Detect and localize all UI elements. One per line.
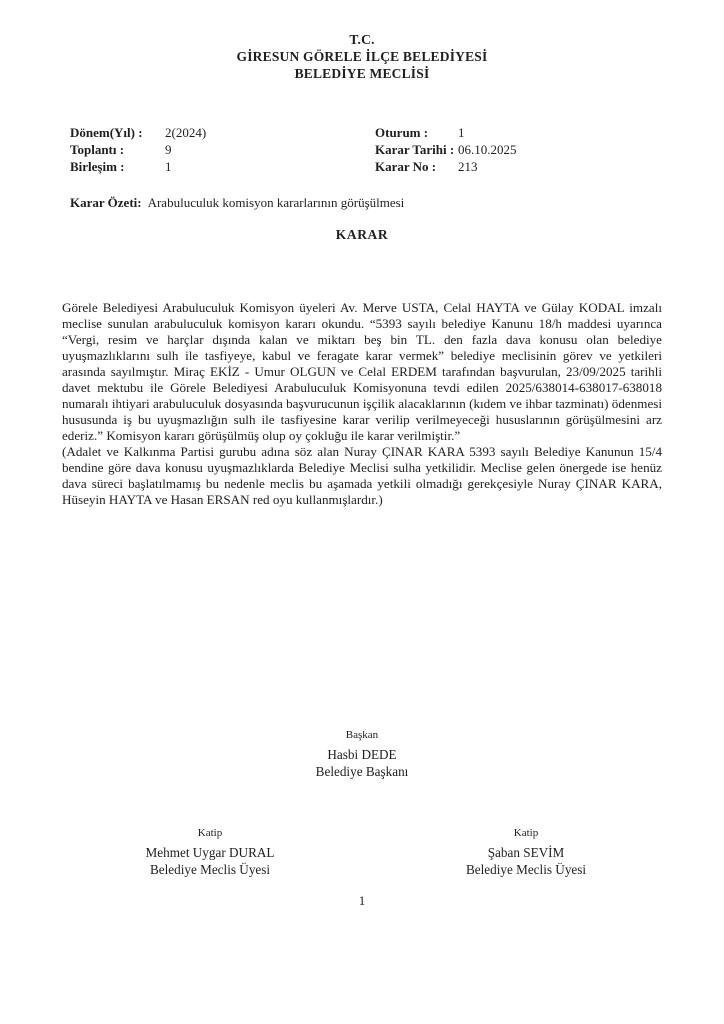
decision-heading: KARAR — [335, 227, 389, 242]
signature-chairman — [0, 727, 724, 780]
meta-label-karar-no: Karar No : — [375, 159, 437, 174]
meta-value-oturum: 1 — [458, 125, 465, 140]
meta-table — [70, 124, 664, 175]
signature-clerk-left — [60, 825, 360, 878]
meta-label-oturum: Oturum : — [375, 125, 429, 140]
clerk-name: Şaban SEVİM — [487, 845, 565, 860]
meta-row — [70, 158, 664, 175]
meta-value-karar-no: 213 — [458, 159, 478, 174]
meta-value-donem: 2(2024) — [165, 125, 207, 140]
page-number: 1 — [358, 893, 366, 908]
meta-label-donem: Dönem(Yıl) : — [70, 125, 143, 140]
body-paragraph: (Adalet ve Kalkınma Partisi gurubu adına söz alan Nuray ÇINAR KARA 5393 sayılı Belediye Kanunun 15/4 bendine göre dava konusu uyuşmazlıklarda Belediye Meclisi sulha yetkilidir. Meclise gelen önergede ise henüz dava süreci başlatılmamış bu nedenle meclis bu aşamada yetkili olmadığı gerekçesiyle Nuray ÇINAR KARA, Hüseyin HAYTA ve Hasan ERSAN red oyu kullanmışlardır.) — [62, 444, 662, 507]
chairman-role-label: Başkan — [345, 729, 379, 741]
chairman-name: Hasbi DEDE — [327, 747, 397, 762]
meta-value-toplanti: 9 — [165, 142, 172, 157]
chairman-title: Belediye Başkanı — [315, 764, 409, 779]
body-paragraph: Görele Belediyesi Arabuluculuk Komisyon üyeleri Av. Merve USTA, Celal HAYTA ve Gülay KODAL imzalı meclise sunulan arabuluculuk komisyon kararı okundu. “5393 sayılı belediye Kanunu 18/h maddesi uyarınca “Vergi, resim ve harçlar dışında kalan ve miktarı beş bin TL. den fazla dava konusu olan belediye uyuşmazlıklarını sulh ile tasfiyeye, kabul ve feragate karar vermek” belediye meclisinin görev ve yetkileri arasında sayılmıştır. Miraç EKİZ - Umur OLGUN ve Celal ERDEM tarafından başvurulan, 23/09/2025 tarihli davet mektubu ile Görele Belediyesi Arabuluculuk Komisyonuna tevdi edilen 2025/638014-638017-638018 numaralı ihtiyari arabuluculuk dosyasında başvurucunun işçilik alacaklarının (kıdem ve ihbar tazminatı) ödenmesi hususunda iş bu uyuşmazlığın sulh ile tasfiyesine karar verilip verilmeyeceği hususlarının görüşülmesini arz ederiz.” Komisyon kararı görüşülmüş olup oy çokluğu ile karar verilmiştir.” — [62, 300, 662, 443]
clerk-title: Belediye Meclis Üyesi — [149, 862, 271, 877]
clerk-role-label: Katip — [513, 827, 539, 839]
meta-value-karar-tarihi: 06.10.2025 — [458, 142, 517, 157]
signature-clerk-right — [376, 825, 676, 878]
decision-body — [62, 300, 662, 508]
summary-text: Arabuluculuk komisyon kararlarının görüşülmesi — [147, 195, 405, 210]
meta-value-birlesim: 1 — [165, 159, 172, 174]
meta-row — [70, 124, 664, 141]
header-tc: T.C. — [349, 32, 375, 47]
summary-label: Karar Özeti: — [70, 195, 142, 210]
meta-row — [70, 141, 664, 158]
meta-label-karar-tarihi: Karar Tarihi : — [375, 142, 455, 157]
document-header — [0, 31, 724, 82]
header-municipality: GİRESUN GÖRELE İLÇE BELEDİYESİ — [236, 49, 488, 64]
clerk-title: Belediye Meclis Üyesi — [465, 862, 587, 877]
meta-label-birlesim: Birleşim : — [70, 159, 125, 174]
clerk-name: Mehmet Uygar DURAL — [145, 845, 275, 860]
meta-label-toplanti: Toplantı : — [70, 142, 125, 157]
header-council: BELEDİYE MECLİSİ — [294, 66, 430, 81]
clerk-role-label: Katip — [197, 827, 223, 839]
decision-summary — [70, 195, 664, 211]
